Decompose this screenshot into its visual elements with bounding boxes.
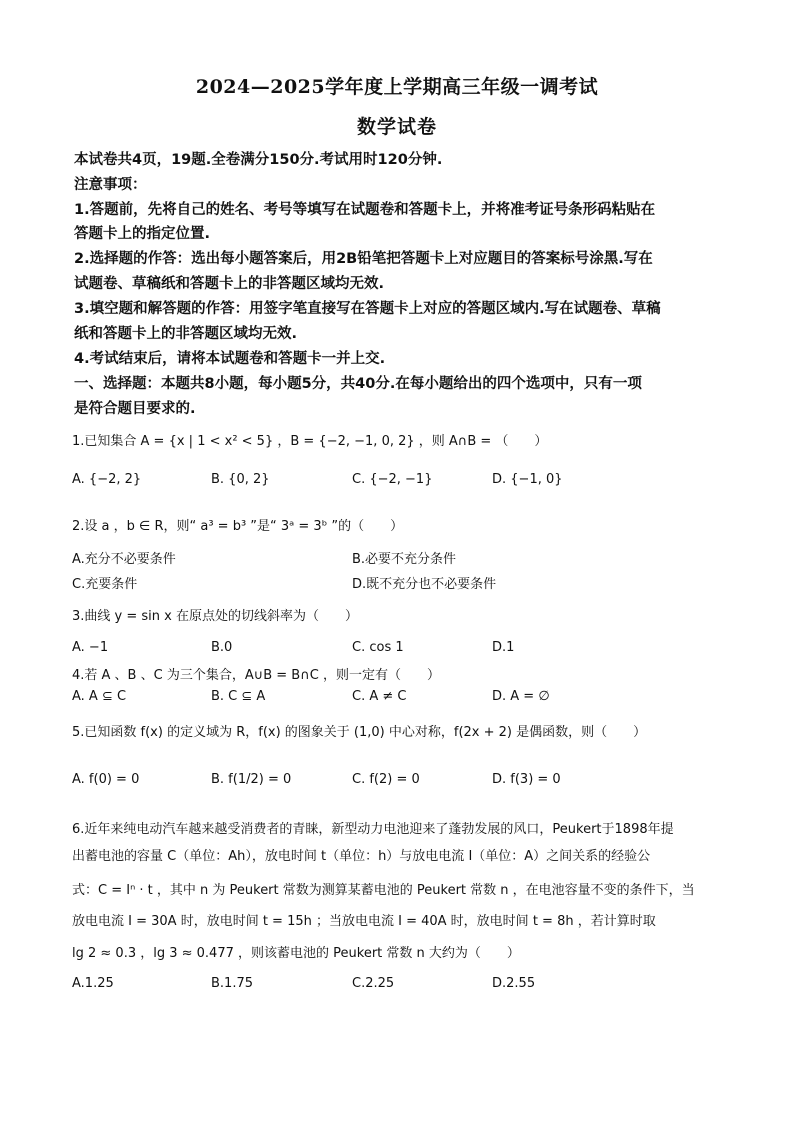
notice-line: 1.答题前，先将自己的姓名、考号等填写在试题卷和答题卡上，并将准考证号条形码粘贴在 <box>74 202 656 218</box>
notice-line: 试题卷、草稿纸和答题卡上的非答题区域均无效. <box>74 276 385 292</box>
question-6-stem-line: 式：C = Iⁿ · t ，其中 n 为 Peukert 常数为测算某蓄电池的 Peukert 常数 n ，在电池容量不变的条件下，当 <box>72 883 695 898</box>
option-b[interactable]: B. f(1/2) = 0 <box>211 772 292 787</box>
option-c[interactable]: C. {−2, −1} <box>352 472 433 487</box>
notice-heading: 注意事项： <box>74 177 147 193</box>
option-a[interactable]: A. −1 <box>72 640 109 655</box>
option-d[interactable]: D. {−1, 0} <box>492 472 563 487</box>
option-d[interactable]: D. A = ∅ <box>492 689 550 704</box>
option-a[interactable]: A. {−2, 2} <box>72 472 142 487</box>
option-c[interactable]: C. cos 1 <box>352 640 404 655</box>
notice-line: 2.选择题的作答：选出每小题答案后，用2B铅笔把答题卡上对应题目的答案标号涂黑.写在 <box>74 251 653 267</box>
option-b[interactable]: B.0 <box>211 640 233 655</box>
notice-line: 3.填空题和解答题的作答：用签字笔直接写在答题卡上对应的答题区域内.写在试题卷、草稿 <box>74 301 661 317</box>
option-d[interactable]: D. f(3) = 0 <box>492 772 561 787</box>
section-heading: 一、选择题：本题共8小题，每小题5分，共40分.在每小题给出的四个选项中，只有一项 <box>74 376 642 392</box>
option-c[interactable]: C. A ≠ C <box>352 689 407 704</box>
option-d[interactable]: D.1 <box>492 640 515 655</box>
option-d[interactable]: D.既不充分也不必要条件 <box>352 577 497 592</box>
question-2-options-row2 <box>72 573 724 593</box>
question-2-stem: 2.设 a ，b ∈ R，则“ a³ = b³ ”是“ 3ᵃ = 3ᵇ ”的（ ） <box>72 519 404 534</box>
question-5-options <box>72 772 724 792</box>
option-b[interactable]: B.必要不充分条件 <box>352 552 457 567</box>
option-b[interactable]: B.1.75 <box>211 976 253 991</box>
question-1-options <box>72 472 724 492</box>
exam-title: 2024—2025学年度上学期高三年级一调考试 <box>195 76 599 98</box>
option-d[interactable]: D.2.55 <box>492 976 536 991</box>
option-b[interactable]: B. C ⊆ A <box>211 689 266 704</box>
question-6-stem-line: lg 2 ≈ 0.3 ，lg 3 ≈ 0.477 ，则该蓄电池的 Peukert 常数 n 大约为（ ） <box>72 946 520 961</box>
option-c[interactable]: C.充要条件 <box>72 577 138 592</box>
option-a[interactable]: A. f(0) = 0 <box>72 772 140 787</box>
question-4-options <box>72 689 724 709</box>
exam-intro: 本试卷共4页，19题.全卷满分150分.考试用时120分钟. <box>74 152 443 168</box>
question-6-stem-line: 6.近年来纯电动汽车越来越受消费者的青睐，新型动力电池迎来了蓬勃发展的风口，Peukert于1898年提 <box>72 822 674 837</box>
notice-line: 4.考试结束后，请将本试题卷和答题卡一并上交. <box>74 351 386 367</box>
notice-line: 答题卡上的指定位置. <box>74 226 211 242</box>
question-3-stem: 3.曲线 y = sin x 在原点处的切线斜率为（ ） <box>72 609 358 624</box>
option-c[interactable]: C. f(2) = 0 <box>352 772 420 787</box>
exam-subtitle: 数学试卷 <box>356 116 437 138</box>
option-b[interactable]: B. {0, 2} <box>211 472 270 487</box>
question-2-options-row1 <box>72 548 724 568</box>
question-4-stem: 4.若 A 、B 、C 为三个集合，A∪B = B∩C ，则一定有（ ） <box>72 668 440 683</box>
question-6-options <box>72 976 724 996</box>
notice-line: 纸和答题卡上的非答题区域均无效. <box>74 326 298 342</box>
option-a[interactable]: A.充分不必要条件 <box>72 552 176 567</box>
option-c[interactable]: C.2.25 <box>352 976 395 991</box>
option-a[interactable]: A.1.25 <box>72 976 114 991</box>
question-5-stem: 5.已知函数 f(x) 的定义域为 R，f(x) 的图象关于 (1,0) 中心对称，f(2x + 2) 是偶函数，则（ ） <box>72 725 647 740</box>
section-heading-cont: 是符合题目要求的. <box>74 401 196 417</box>
option-a[interactable]: A. A ⊆ C <box>72 689 127 704</box>
question-6-stem-line: 放电电流 I = 30A 时，放电时间 t = 15h ；当放电电流 I = 40A 时，放电时间 t = 8h ，若计算时取 <box>72 914 656 929</box>
question-1-stem: 1.已知集合 A = {x | 1 < x² < 5} ，B = {−2, −1, 0, 2} ，则 A∩B = （ ） <box>72 434 548 449</box>
question-3-options <box>72 640 724 660</box>
question-6-stem-line: 出蓄电池的容量 C（单位：Ah），放电时间 t（单位：h）与放电电流 I（单位：A）之间关系的经验公 <box>72 849 651 864</box>
